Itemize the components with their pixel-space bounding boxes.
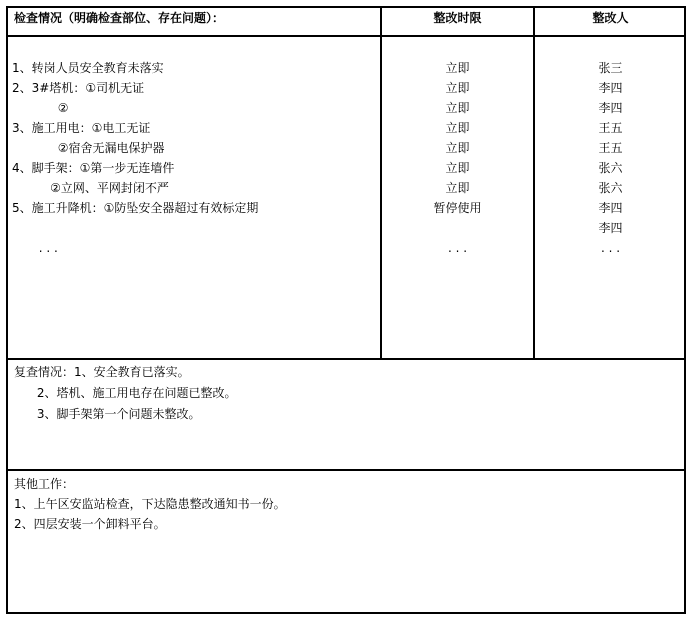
- inspection-header: 检查情况（明确检查部位、存在问题）：: [14, 11, 225, 25]
- recheck-line: 复查情况：1、安全教育已落实。: [14, 365, 190, 379]
- list-item: ②: [12, 101, 69, 115]
- other-work-line: 其他工作：: [14, 477, 75, 491]
- recheck-line: 3、脚手架第一个问题未整改。: [14, 407, 201, 421]
- list-item: [12, 218, 258, 238]
- person-cell: 王五: [598, 121, 623, 135]
- deadline-cell: 立即: [445, 61, 470, 75]
- recheck-line: 2、塔机、施工用电存在问题已整改。: [14, 386, 237, 400]
- header-row-divider: [6, 35, 686, 37]
- person-cell: . . .: [600, 241, 621, 255]
- other-work-section: [14, 474, 286, 534]
- deadline-cell: 立即: [445, 181, 470, 195]
- recheck-section: [14, 362, 237, 425]
- deadline-list: [382, 58, 533, 258]
- list-item: ②立网、平网封闭不严: [12, 181, 169, 195]
- person-cell: 张六: [598, 161, 623, 175]
- person-cell: 李四: [598, 101, 623, 115]
- other-work-line: 2、四层安装一个卸料平台。: [14, 517, 166, 531]
- deadline-cell: 立即: [445, 81, 470, 95]
- recheck-section-divider: [6, 358, 686, 360]
- deadline-cell: 暂停使用: [433, 201, 482, 215]
- other-work-line: 1、上午区安监站检查，下达隐患整改通知书一份。: [14, 497, 286, 511]
- deadline-cell: 立即: [445, 141, 470, 155]
- list-item: 3、施工用电：①电工无证: [12, 121, 151, 135]
- list-item: 5、施工升降机：①防坠安全器超过有效标定期: [12, 201, 259, 215]
- deadline-cell: 立即: [445, 101, 470, 115]
- deadline-cell: . . .: [447, 241, 468, 255]
- deadline-header: 整改时限: [433, 11, 482, 25]
- person-cell: 张六: [598, 181, 623, 195]
- list-item: 4、脚手架：①第一步无连墙件: [12, 161, 175, 175]
- person-cell: 张三: [598, 61, 623, 75]
- person-header: 整改人: [592, 11, 629, 25]
- person-cell: 李四: [598, 201, 623, 215]
- person-cell: 李四: [598, 81, 623, 95]
- list-item: ②宿舍无漏电保护器: [12, 141, 165, 155]
- list-item: 2、3#塔机：①司机无证: [12, 81, 145, 95]
- person-cell: 李四: [598, 221, 623, 235]
- deadline-cell: 立即: [445, 161, 470, 175]
- person-list: [535, 58, 686, 258]
- list-item: 1、转岗人员安全教育未落实: [12, 61, 164, 75]
- inspection-items-list: [12, 58, 258, 258]
- person-cell: 王五: [598, 141, 623, 155]
- list-item: . . .: [12, 241, 58, 255]
- deadline-cell: [382, 218, 533, 238]
- other-section-divider: [6, 469, 686, 471]
- deadline-cell: 立即: [445, 121, 470, 135]
